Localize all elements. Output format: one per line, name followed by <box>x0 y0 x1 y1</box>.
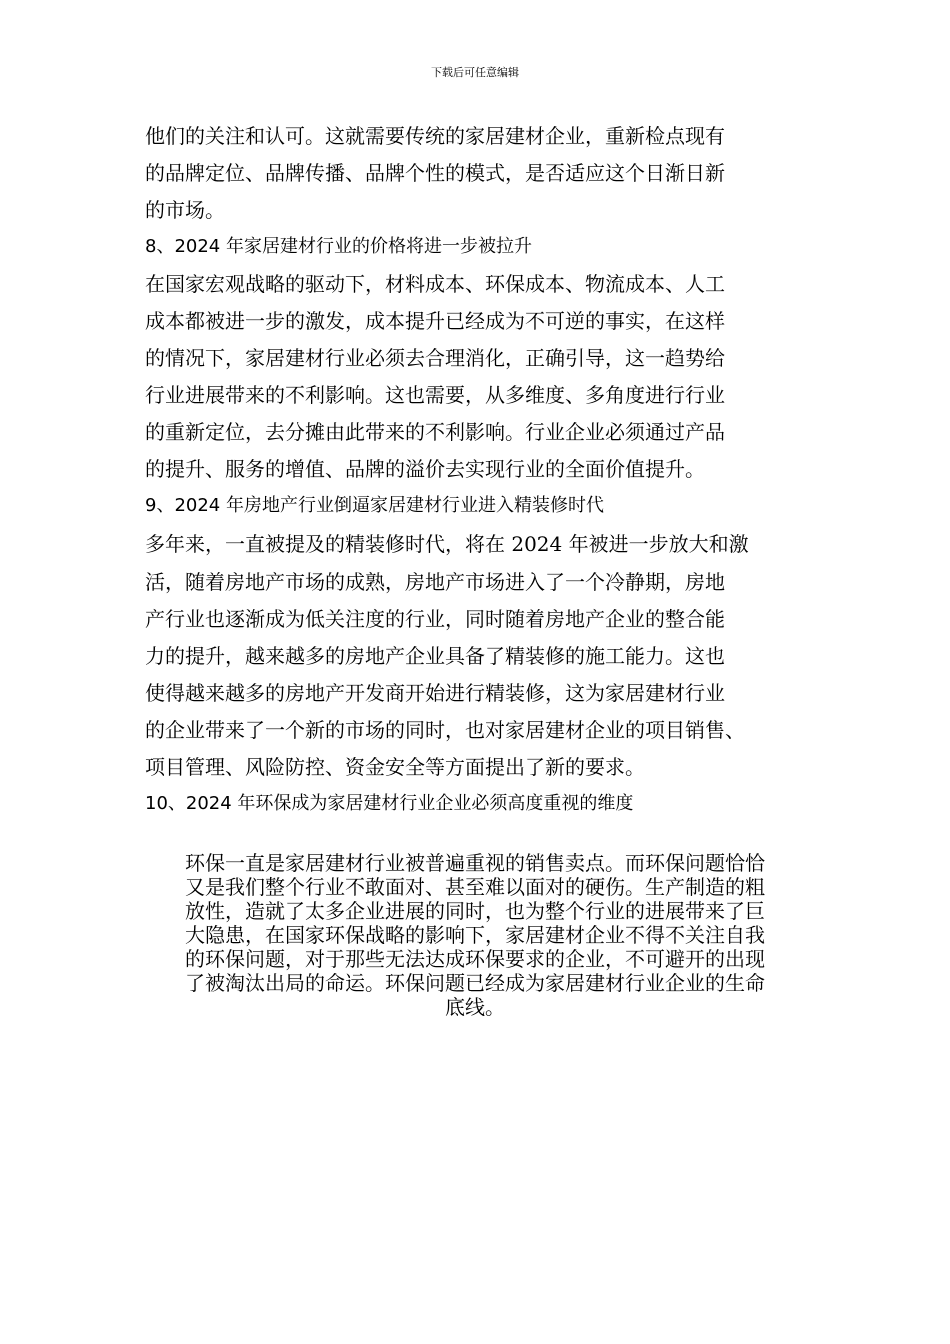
body-line: 多年来，一直被提及的精装修时代，将在 2024 年被进一步放大和激 <box>145 532 749 556</box>
header-note: 下载后可任意编辑 <box>431 66 519 79</box>
body-line: 行业进展带来的不利影响。这也需要，从多维度、多角度进行行业 <box>145 383 725 407</box>
body-line: 活，随着房地产市场的成熟，房地产市场进入了一个冷静期，房地 <box>145 570 725 594</box>
body-line: 在国家宏观战略的驱动下，材料成本、环保成本、物流成本、人工 <box>145 272 725 296</box>
body-line: 力的提升，越来越多的房地产企业具备了精装修的施工能力。这也 <box>145 644 725 668</box>
section-heading-10: 10、2024 年环保成为家居建材行业企业必须高度重视的维度 <box>145 793 634 814</box>
closing-line: 的环保问题，对于那些无法达成环保要求的企业，不可避开的出现 <box>185 947 765 971</box>
body-line: 使得越来越多的房地产开发商开始进行精装修，这为家居建材行业 <box>145 681 725 705</box>
closing-line: 放性，造就了太多企业进展的同时，也为整个行业的进展带来了巨 <box>185 899 765 923</box>
body-line: 项目管理、风险防控、资金安全等方面提出了新的要求。 <box>145 755 645 779</box>
body-line: 的品牌定位、品牌传播、品牌个性的模式，是否适应这个日渐日新 <box>145 161 725 185</box>
closing-line: 底线。 <box>445 995 505 1019</box>
body-line: 的企业带来了一个新的市场的同时，也对家居建材企业的项目销售、 <box>145 718 745 742</box>
body-line: 成本都被进一步的激发，成本提升已经成为不可逆的事实，在这样 <box>145 309 725 333</box>
body-line: 的提升、服务的增值、品牌的溢价去实现行业的全面价值提升。 <box>145 457 705 481</box>
body-line: 他们的关注和认可。这就需要传统的家居建材企业，重新检点现有 <box>145 124 725 148</box>
closing-paragraph <box>140 851 810 1019</box>
closing-line: 大隐患，在国家环保战略的影响下，家居建材企业不得不关注自我 <box>185 923 765 947</box>
body-line: 的市场。 <box>145 198 225 222</box>
closing-line: 环保一直是家居建材行业被普遍重视的销售卖点。而环保问题恰恰 <box>185 851 765 875</box>
section-heading-9: 9、2024 年房地产行业倒逼家居建材行业进入精装修时代 <box>145 495 604 516</box>
body-line: 的情况下，家居建材行业必须去合理消化，正确引导，这一趋势给 <box>145 346 725 370</box>
closing-line: 了被淘汰出局的命运。环保问题已经成为家居建材行业企业的生命 <box>185 971 765 995</box>
section-heading-8: 8、2024 年家居建材行业的价格将进一步被拉升 <box>145 236 532 257</box>
closing-line: 又是我们整个行业不敢面对、甚至难以面对的硬伤。生产制造的粗 <box>185 875 765 899</box>
body-line: 的重新定位，去分摊由此带来的不利影响。行业企业必须通过产品 <box>145 420 725 444</box>
body-line: 产行业也逐渐成为低关注度的行业，同时随着房地产企业的整合能 <box>145 607 725 631</box>
